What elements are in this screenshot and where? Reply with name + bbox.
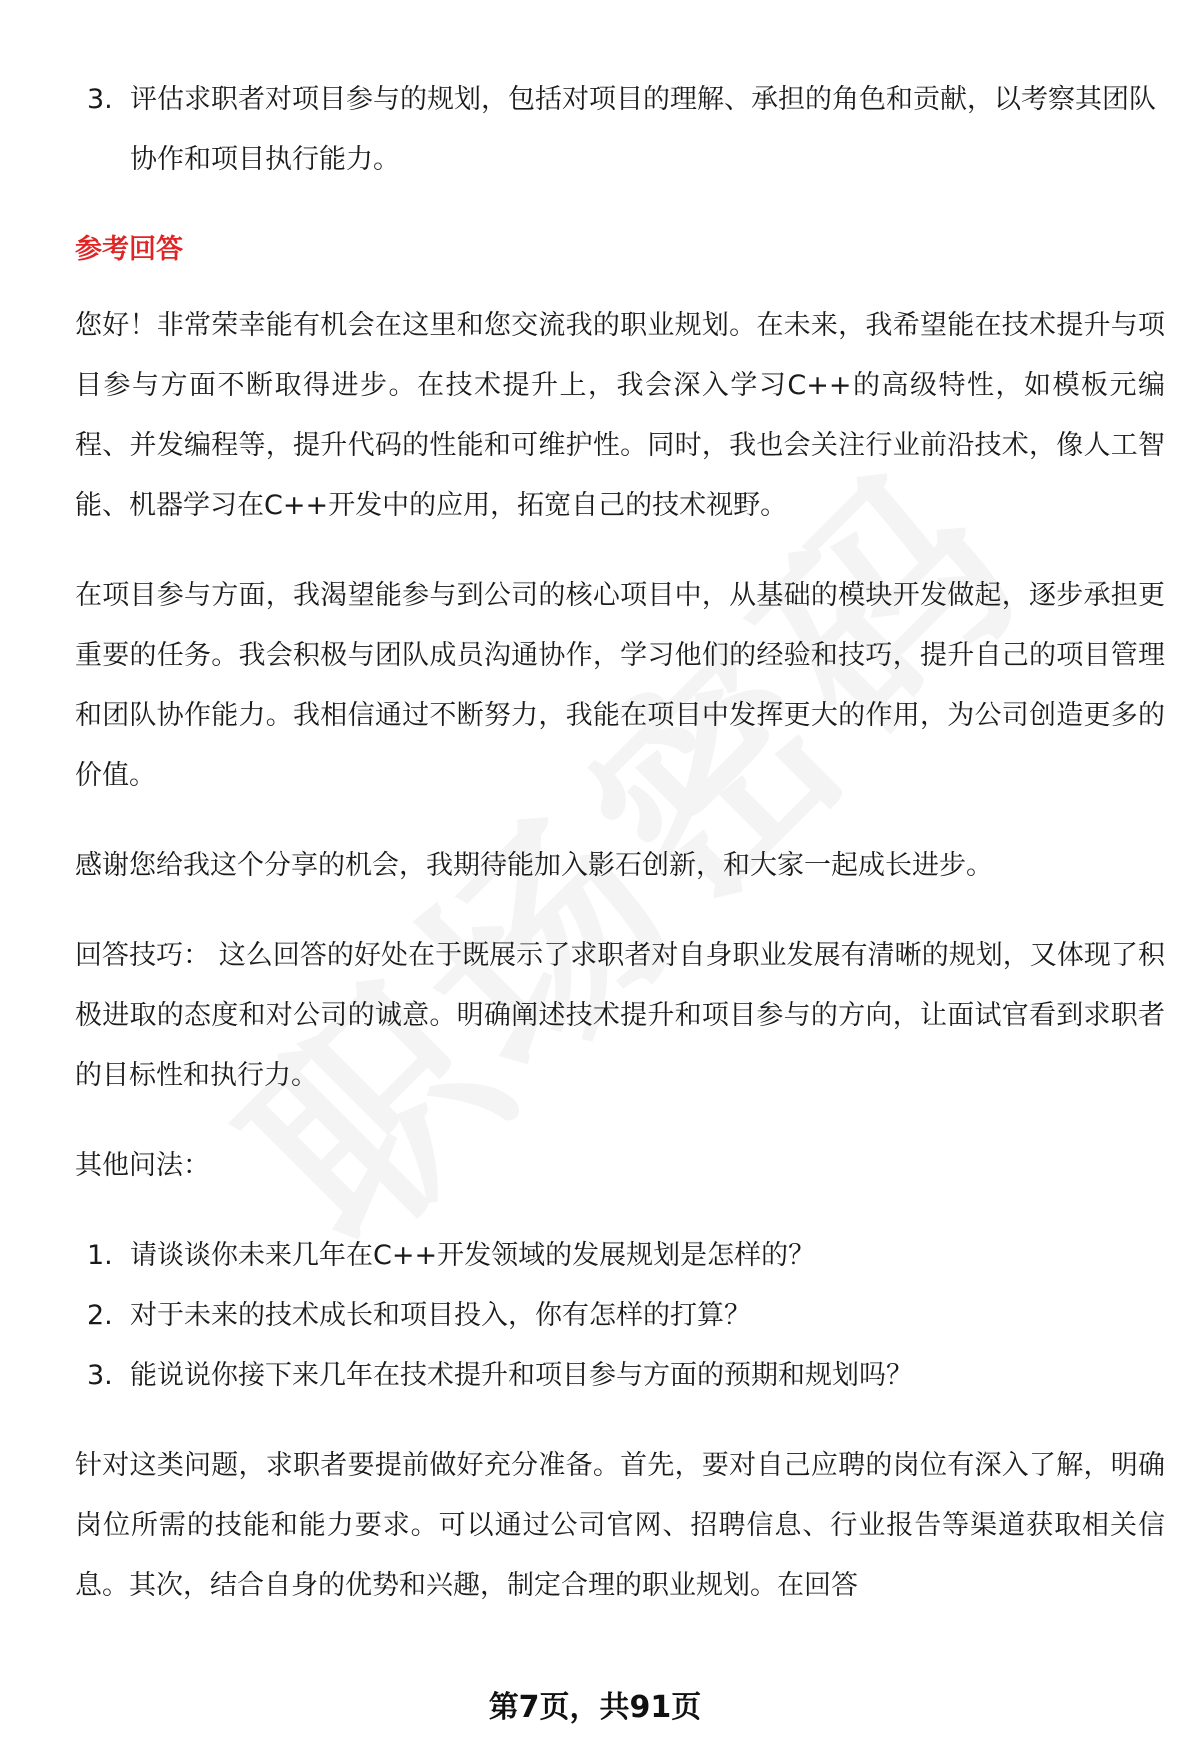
answer-paragraph: 您好！非常荣幸能有机会在这里和您交流我的职业规划。在未来，我希望能在技术提升与项目参与方面不断取得进步。在技术提升上，我会深入学习C++的高级特性，如模板元编程、并发编程等，提升代码的性能和可维护性。同时，我也会关注行业前沿技术，像人工智能、机器学习在C++开发中的应用，拓宽自己的技术视野。 — [75, 310, 1165, 521]
answer-paragraph: 在项目参与方面，我渴望能参与到公司的核心项目中，从基础的模块开发做起，逐步承担更重要的任务。我会积极与团队成员沟通协作，学习他们的经验和技巧，提升自己的项目管理和团队协作能力。我相信通过不断努力，我能在项目中发挥更大的作用，为公司创造更多的价值。 — [75, 580, 1165, 791]
list-item-text: 能说说你接下来几年在技术提升和项目参与方面的预期和规划吗？ — [130, 1360, 913, 1391]
reference-answer-heading: 参考回答 — [75, 234, 183, 265]
list-item — [75, 1226, 1165, 1286]
list-item-number: 3. — [87, 1360, 113, 1391]
list-item-number: 3. — [87, 84, 113, 115]
evaluation-list — [75, 70, 1165, 190]
list-item-text: 请谈谈你未来几年在C++开发领域的发展规划是怎样的？ — [130, 1240, 816, 1271]
other-questions-label: 其他问法： — [75, 1150, 210, 1181]
list-item — [75, 70, 1165, 190]
list-item-number: 2. — [87, 1300, 113, 1331]
answer-tips-paragraph: 回答技巧： 这么回答的好处在于既展示了求职者对自身职业发展有清晰的规划，又体现了积极进取的态度和对公司的诚意。明确阐述技术提升和项目参与的方向，让面试官看到求职者的目标性和执行力。 — [75, 940, 1165, 1091]
closing-paragraph: 针对这类问题，求职者要提前做好充分准备。首先，要对自己应聘的岗位有深入了解，明确岗位所需的技能和能力要求。可以通过公司官网、招聘信息、行业报告等渠道获取相关信息。其次，结合自身的优势和兴趣，制定合理的职业规划。在回答 — [75, 1450, 1165, 1601]
other-questions-list — [75, 1226, 1165, 1406]
answer-paragraph: 感谢您给我这个分享的机会，我期待能加入影石创新，和大家一起成长进步。 — [75, 850, 993, 881]
page-content — [75, 70, 1165, 1646]
page-number-footer: 第7页，共91页 — [488, 1690, 702, 1725]
list-item — [75, 1286, 1165, 1346]
list-item — [75, 1346, 1165, 1406]
list-item-text: 对于未来的技术成长和项目投入，你有怎样的打算？ — [130, 1300, 751, 1331]
list-item-number: 1. — [87, 1240, 113, 1271]
list-item-text: 评估求职者对项目参与的规划，包括对项目的理解、承担的角色和贡献，以考察其团队协作和项目执行能力。 — [130, 84, 1156, 175]
